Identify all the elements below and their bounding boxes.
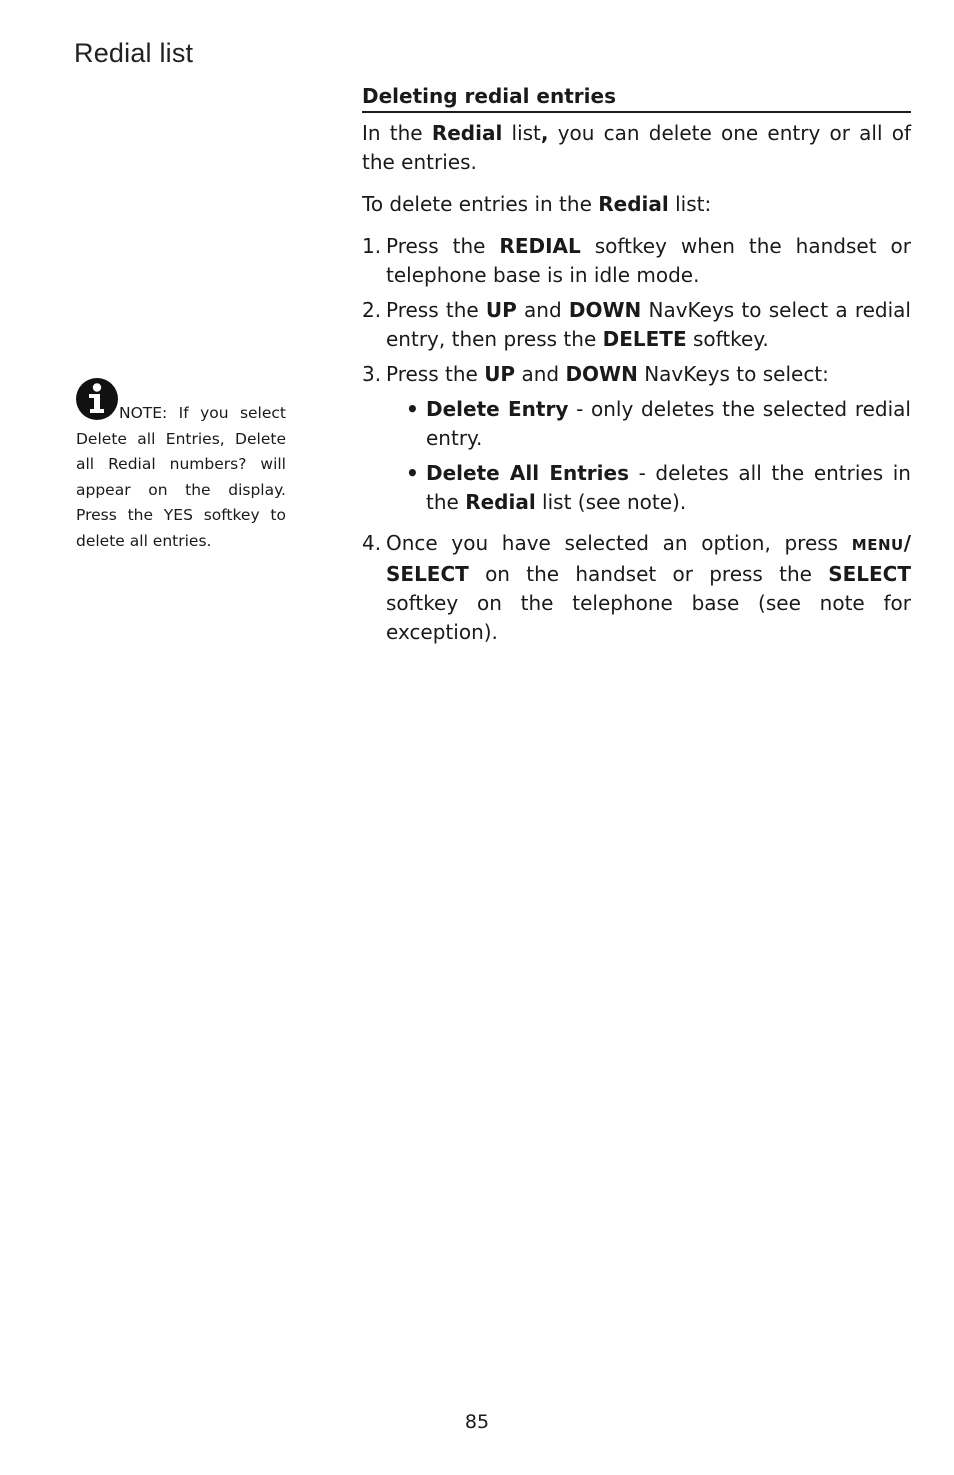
option-item <box>386 395 911 453</box>
step-number: 4. <box>362 531 382 555</box>
info-icon <box>76 378 118 420</box>
bullet-icon: • <box>406 461 419 485</box>
step-text: Press the REDIAL softkey when the handset or telephone base is in idle mode. <box>386 234 911 287</box>
step-text: Press the UP and DOWN NavKeys to select a redial entry, then press the DELETE softkey. <box>386 298 911 351</box>
option-text: Delete All Entries - deletes all the entries in the Redial list (see note). <box>426 461 911 514</box>
step-item <box>362 360 911 523</box>
step-item <box>362 232 911 290</box>
lead-paragraph: To delete entries in the Redial list: <box>362 192 712 216</box>
step-number: 1. <box>362 234 382 258</box>
note-text: NOTE: If you select Delete all Entries, Delete all Redial numbers? will appear on the display. Press the YES softkey to delete all entries. <box>76 404 286 550</box>
option-text: Delete Entry - only deletes the selected redial entry. <box>426 397 911 450</box>
note-box <box>76 378 286 554</box>
step-number: 3. <box>362 362 382 386</box>
option-item <box>386 459 911 517</box>
step-text: Once you have selected an option, press MENU/ SELECT on the handset or press the SELECT softkey on the telephone base (see note for exception). <box>386 531 911 644</box>
page-number: 85 <box>464 1411 490 1433</box>
section-title: Deleting redial entries <box>362 82 911 113</box>
steps-list <box>362 232 911 647</box>
main-content <box>362 82 911 653</box>
step-item <box>362 529 911 647</box>
option-list <box>386 395 911 517</box>
bullet-icon: • <box>406 397 419 421</box>
step-item <box>362 296 911 354</box>
step-number: 2. <box>362 298 382 322</box>
step-text: Press the UP and DOWN NavKeys to select: • Delete Entry - only deletes the selected redial entry. • Delete All Entries - deletes all the entries in the Redial list (see note). <box>386 360 911 523</box>
page-header-title: Redial list <box>74 38 194 68</box>
intro-paragraph: In the Redial list, you can delete one entry or all of the entries. <box>362 121 911 174</box>
